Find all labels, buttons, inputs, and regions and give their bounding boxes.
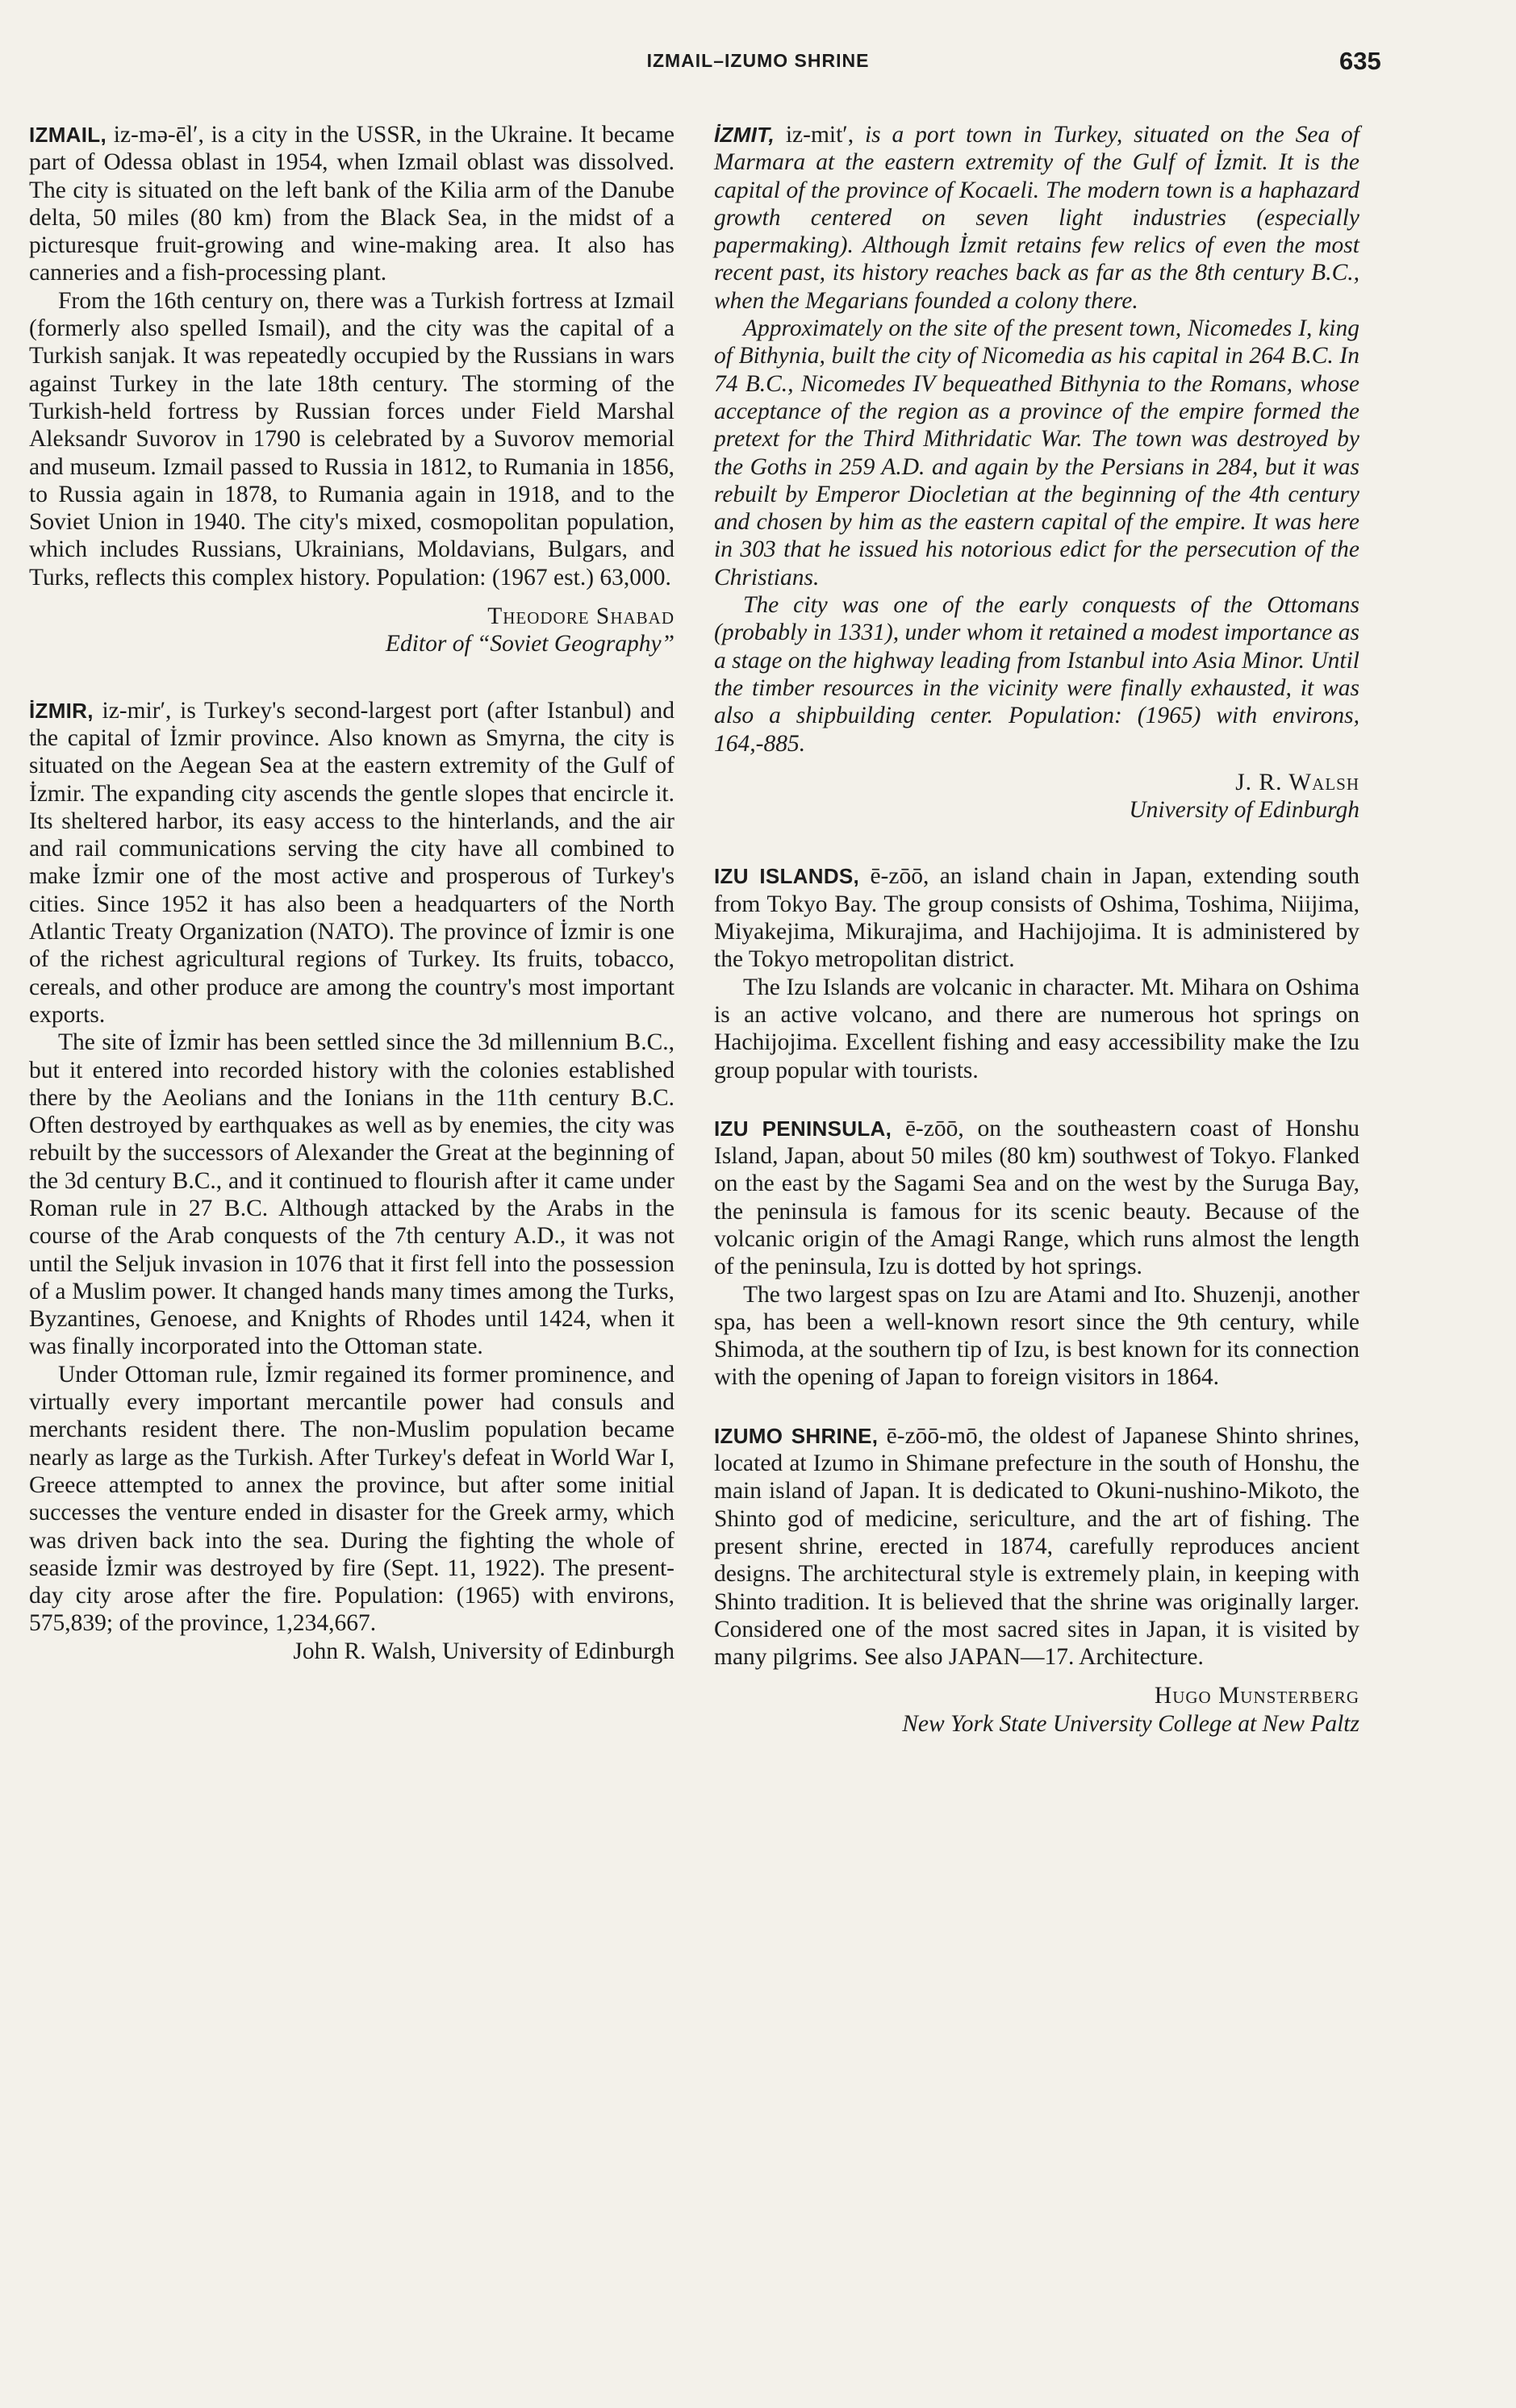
entry-izmit: [714, 121, 1359, 824]
author-affiliation: Editor of “Soviet Geography”: [385, 631, 674, 657]
entry-paragraph: From the 16th century on, there was a Turkish fortress at Izmail (formerly also spelled Ismail), and the city was the capital of a Turkish sanjak. It was repeatedly occupied by the Russians in wars against Turkey in the late 18th century. The storming of the Turkish-held fortress by Russian forces under Field Marshal Aleksandr Suvorov in 1790 is celebrated by a Suvorov memorial and museum. Izmail passed to Russia in 1812, to Rumania in 1856, to Russia again in 1878, to Rumania again in 1918, and to the Soviet Union in 1940. The city's mixed, cosmopolitan population, which includes Russians, Ukrainians, Moldavians, Bulgars, and Turks, reflects this complex history. Population: (1967 est.) 63,000.: [29, 287, 674, 591]
author-name: Theodore Shabad: [487, 603, 674, 630]
author-signature: John R. Walsh, University of Edinburgh: [293, 1638, 674, 1664]
author-signature: [714, 1682, 1359, 1738]
entry-paragraph: [714, 862, 1359, 973]
running-head-title: IZMAIL–IZUMO SHRINE: [646, 50, 870, 71]
entry-izu-peninsula: [714, 1115, 1359, 1392]
entry-spacer: [714, 1392, 1359, 1422]
left-column: [29, 121, 674, 1665]
running-head: [0, 0, 1516, 89]
author-signature: [714, 769, 1359, 824]
entry-headword: IZU PENINSULA,: [714, 1116, 892, 1141]
entry-paragraph: [714, 1422, 1359, 1671]
entry-paragraph: The city was one of the early conquests of the Ottomans (probably in 1331), under whom it retained a modest importance as a stage on the highway leading from Istanbul into Asia Minor. Until the timber resources in the vicinity were finally exhausted, it was also a shipbuilding center. Population: (1965) with environs, 164,-885.: [714, 592, 1359, 757]
entry-headword: IZUMO SHRINE,: [714, 1423, 879, 1448]
entry-paragraph: Approximately on the site of the present town, Nicomedes I, king of Bithynia, built the city of Nicomedia as his capital in 264 B.C. In 74 B.C., Nicomedes IV bequeathed Bithynia to the Romans, whose acceptance of the region as a province of the empire formed the pretext for the Third Mithridatic War. The town was destroyed by the Goths in 259 A.D. and again by the Persians in 284, but it was rebuilt by Emperor Diocletian at the beginning of the 4th century and chosen by him as the eastern capital of the empire. It was here in 303 that he issued his notorious edict for the persecution of the Christians.: [714, 315, 1359, 591]
entry-text: is a port town in Turkey, situated on the Sea of Marmara at the eastern extremity of the Gulf of İzmit. It is the capital of the province of Kocaeli. The modern town is a haphazard growth centered on seven light industries (especially papermaking). Although İzmit retains few relics of even the most recent past, its history reaches back as far as the 8th century B.C., when the Megarians founded a colony there.: [714, 122, 1359, 314]
entry-paragraph: [714, 1115, 1359, 1281]
entry-pronunciation: ē-zōō-mō,: [886, 1422, 984, 1449]
entry-paragraph: [29, 697, 674, 1029]
entry-headword: IZMAIL,: [29, 123, 106, 147]
entry-paragraph: The site of İzmir has been settled since the 3d millennium B.C., but it entered into recorded history with the colonies established there by the Aeolians and the Ionians in the 11th century B.C. Often destroyed by earthquakes as well as by enemies, the city was rebuilt by the successors of Alexander the Great at the beginning of the 3d century B.C., and it continued to flourish after it came under Roman rule in 27 B.C. Although attacked by the Arabs in the course of the Arab conquests of the 7th century A.D., it was not until the Seljuk invasion in 1076 that it first fell into the possession of a Muslim power. It changed hands many times among the Turks, Byzantines, Genoese, and Knights of Rhodes until 1424, when it was finally incorporated into the Ottoman state.: [29, 1029, 674, 1360]
author-affiliation: New York State University College at New Paltz: [902, 1710, 1359, 1737]
entry-pronunciation: ē-zōō,: [870, 863, 929, 890]
entry-pronunciation: ē-zōō,: [904, 1115, 964, 1141]
entry-pronunciation: iz-mit′,: [785, 122, 854, 148]
entry-spacer: [714, 1084, 1359, 1115]
entry-headword: İZMIR,: [29, 698, 94, 723]
entry-pronunciation: iz-mir′,: [102, 697, 172, 724]
author-affiliation: University of Edinburgh: [1129, 797, 1359, 824]
entry-paragraph: [714, 121, 1359, 315]
entry-headword: İZMIT,: [714, 123, 775, 147]
entry-izumo-shrine: [714, 1422, 1359, 1738]
entry-paragraph: [29, 121, 674, 287]
entry-spacer: [29, 658, 674, 697]
entry-izu-islands: [714, 862, 1359, 1083]
entry-text: on the southeastern coast of Honshu Island, Japan, about 50 miles (80 km) southwest of Tokyo. Flanked on the east by the Sagami Sea and on the west by the Suruga Bay, the peninsula is famous for its scenic beauty. Because of the volcanic origin of the Amagi Range, which runs almost the length of the peninsula, Izu is dotted by hot springs.: [714, 1115, 1359, 1280]
author-name: Hugo Munsterberg: [1154, 1683, 1359, 1709]
entry-headword: IZU ISLANDS,: [714, 864, 860, 889]
entry-paragraph: Under Ottoman rule, İzmir regained its former prominence, and virtually every important mercantile power had consuls and merchants resident there. The non-Muslim population became nearly as large as the Turkish. After Turkey's defeat in World War I, Greece attempted to annex the province, but after some initial successes the venture ended in disaster for the Greek army, which was driven back into the sea. During the fighting the whole of seaside İzmir was destroyed by fire (Sept. 11, 1922). The present-day city arose after the fire. Population: (1965) with environs, 575,839; of the province, 1,234,667.: [29, 1361, 674, 1637]
right-column: [714, 121, 1359, 1738]
entry-text: is Turkey's second-largest port (after Istanbul) and the capital of İzmir province. Also known as Smyrna, the city is situated on the Aegean Sea at the eastern extremity of the Gulf of İzmir. The expanding city ascends the gentle slopes that encircle it. Its sheltered harbor, its easy access to the hinterlands, and the air and rail communications serving the city have all combined to make İzmir one of the most active and prosperous of Turkey's cities. Since 1952 it has also been a headquarters of the North Atlantic Treaty Organization (NATO). The province of İzmir is one of the richest agricultural regions of Turkey. Its fruits, tobacco, cereals, and other produce are among the country's most important exports.: [29, 697, 675, 1028]
entry-pronunciation: iz-mə-ēl′,: [113, 122, 204, 148]
author-name: J. R. Walsh: [1235, 769, 1359, 795]
entry-text: is a city in the USSR, in the Ukraine. It became part of Odessa oblast in 1954, when Izmail oblast was dissolved. The city is situated on the left bank of the Kilia arm of the Danube delta, 50 miles (80 km) from the Black Sea, in the midst of a picturesque fruit-growing and wine-making area. It also has canneries and a fish-processing plant.: [29, 122, 675, 286]
entry-izmir: [29, 697, 674, 1665]
entry-paragraph: The Izu Islands are volcanic in character. Mt. Mihara on Oshima is an active volcano, and there are numerous hot springs on Hachijojima. Excellent fishing and easy accessibility make the Izu group popular with tourists.: [714, 974, 1359, 1083]
entry-text: an island chain in Japan, extending south from Tokyo Bay. The group consists of Oshima, Toshima, Niijima, Miyakejima, Mikurajima, and Hachijojima. It is administered by the Tokyo metropolitan district.: [714, 863, 1359, 973]
entry-izmail: [29, 121, 674, 658]
entry-text: the oldest of Japanese Shinto shrines, located at Izumo in Shimane prefecture in the south of Honshu, the main island of Japan. It is dedicated to Okuni-nushino-Mikoto, the Shinto god of medicine, sericulture, and the art of fishing. The present shrine, erected in 1874, carefully reproduces ancient designs. The architectural style is extremely plain, in keeping with Shinto tradition. It is believed that the shrine was originally larger. Considered one of the most sacred sites in Japan, it is visited by many pilgrims. See also JAPAN—17. Architecture.: [714, 1422, 1359, 1671]
author-signature: [29, 603, 674, 658]
entry-paragraph: The two largest spas on Izu are Atami and Ito. Shuzenji, another spa, has been a well-known resort since the 9th century, while Shimoda, at the southern tip of Izu, is best known for its connection with the opening of Japan to foreign visitors in 1864.: [714, 1281, 1359, 1391]
entry-spacer: [714, 824, 1359, 862]
page-number: 635: [1339, 47, 1381, 75]
